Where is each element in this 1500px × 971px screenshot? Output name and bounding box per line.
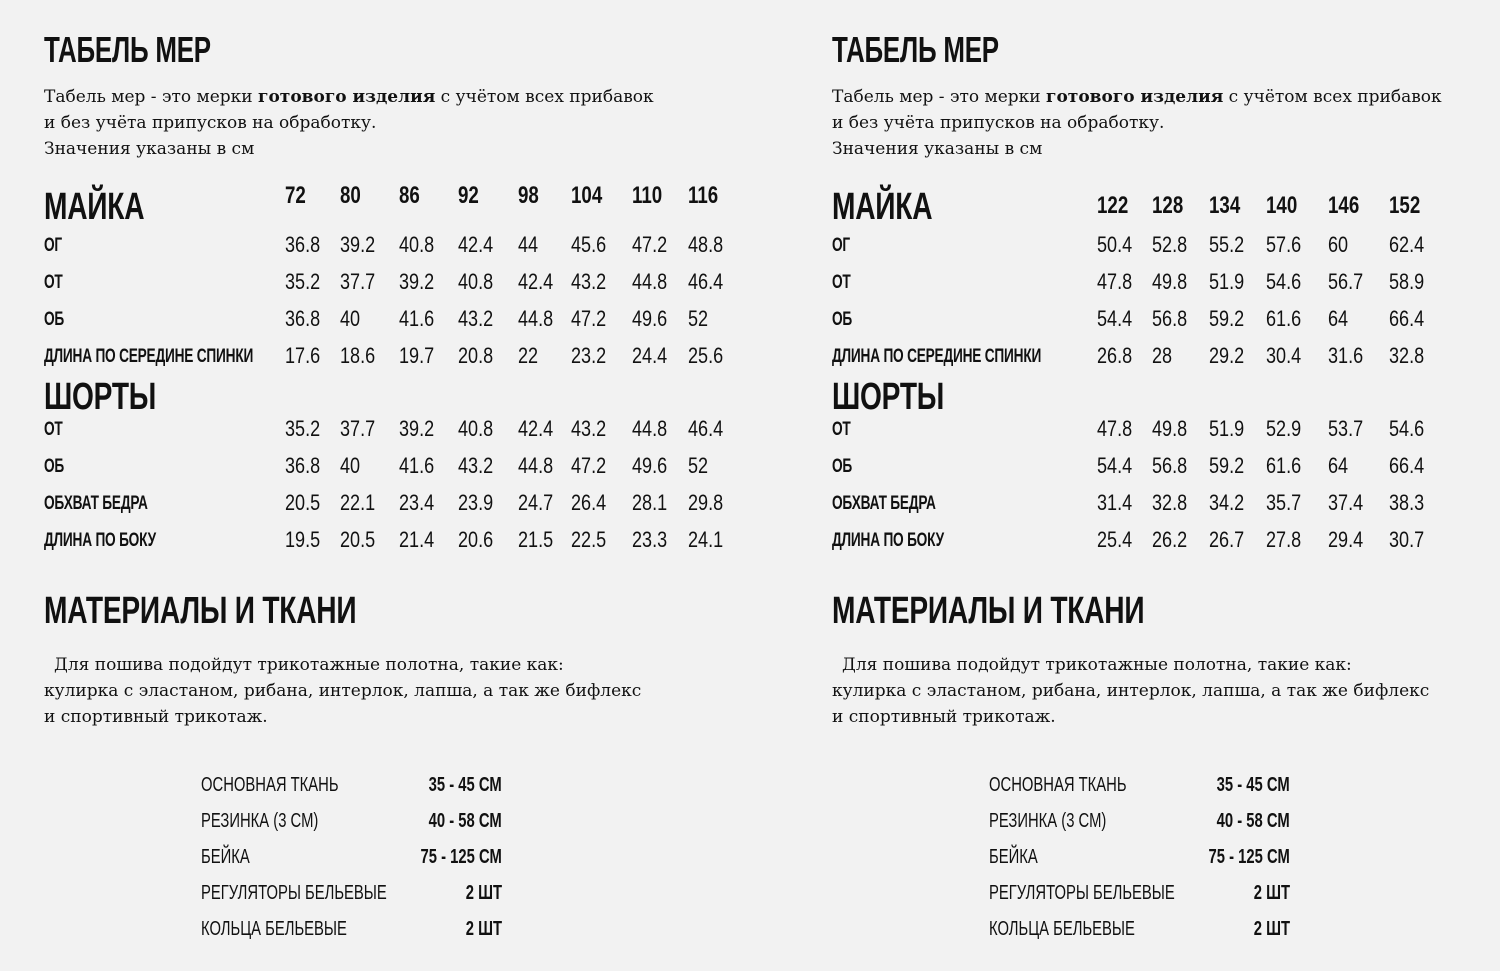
- measurement-value: 31.6: [1328, 343, 1364, 368]
- materials-title: МАТЕРИАЛЫ И ТКАНИ: [44, 590, 357, 632]
- measurement-value: 36.8: [285, 232, 321, 257]
- measurement-value: 39.2: [340, 232, 376, 257]
- measurement-value: 40: [340, 453, 361, 478]
- measurement-value: 20.5: [285, 490, 321, 515]
- intro-line-1: [832, 84, 1442, 110]
- materials-line-2: кулирка с эластаном, рибана, интерлок, лапша, а так же бифлекс: [832, 681, 1430, 701]
- measurement-value: 54.4: [1097, 306, 1133, 331]
- measurement-value: 21.5: [518, 527, 554, 552]
- measurement-value: 66.4: [1389, 306, 1425, 331]
- measurement-value: 52: [688, 306, 709, 331]
- measurement-value: 59.2: [1209, 306, 1245, 331]
- measurement-value: 61.6: [1266, 453, 1302, 478]
- measurement-value: 25.4: [1097, 527, 1133, 552]
- measurement-value: 47.2: [632, 232, 668, 257]
- measurement-value: 53.7: [1328, 416, 1364, 441]
- material-qty: 2 ШТ: [465, 882, 502, 904]
- intro-line-3: Значения указаны в см: [44, 139, 255, 159]
- intro-line-3: Значения указаны в см: [832, 139, 1043, 159]
- size-header: 98: [518, 182, 539, 209]
- shorty-title: ШОРТЫ: [832, 376, 945, 418]
- measurement-value: 43.2: [571, 416, 607, 441]
- size-header: 80: [340, 182, 361, 209]
- size-header: 92: [458, 182, 479, 209]
- materials-line-1: Для пошива подойдут трикотажные полотна, такие как:: [842, 655, 1352, 675]
- size-header: 104: [571, 182, 603, 209]
- intro-line-2: и без учёта припусков на обработку.: [832, 113, 1165, 133]
- size-header: 116: [688, 182, 719, 209]
- measurement-value: 36.8: [285, 453, 321, 478]
- measurement-value: 26.4: [571, 490, 607, 515]
- material-name: РЕЗИНКА (3 СМ): [201, 810, 319, 832]
- measurement-value: 43.2: [571, 269, 607, 294]
- row-label: ОТ: [832, 272, 851, 293]
- materials-description: [832, 652, 1429, 730]
- material-qty: 75 - 125 СМ: [1208, 846, 1290, 868]
- material-name: ОСНОВНАЯ ТКАНЬ: [201, 774, 339, 796]
- measurement-value: 37.4: [1328, 490, 1364, 515]
- measurement-value: 40.8: [399, 232, 435, 257]
- size-chart-panel-left: [44, 0, 784, 971]
- intro-text: [44, 84, 654, 162]
- measurement-value: 64: [1328, 453, 1349, 478]
- measurement-value: 23.3: [632, 527, 668, 552]
- measurement-value: 40: [340, 306, 361, 331]
- measurement-value: 24.1: [688, 527, 724, 552]
- measurement-value: 42.4: [518, 269, 554, 294]
- measurement-value: 40.8: [458, 416, 494, 441]
- intro-pre: Табель мер - это мерки: [44, 87, 259, 107]
- measurement-value: 19.5: [285, 527, 321, 552]
- measurement-value: 44.8: [518, 306, 554, 331]
- intro-bold: готового изделия: [258, 87, 436, 107]
- measurement-value: 47.8: [1097, 269, 1133, 294]
- measurement-value: 49.6: [632, 306, 668, 331]
- intro-line-1: [44, 84, 654, 110]
- measurement-value: 38.3: [1389, 490, 1425, 515]
- material-name: КОЛЬЦА БЕЛЬЕВЫЕ: [989, 918, 1135, 940]
- materials-title: МАТЕРИАЛЫ И ТКАНИ: [832, 590, 1145, 632]
- measurement-value: 17.6: [285, 343, 321, 368]
- measurement-value: 66.4: [1389, 453, 1425, 478]
- measurement-value: 29.8: [688, 490, 724, 515]
- materials-line-2: кулирка с эластаном, рибана, интерлок, лапша, а так же бифлекс: [44, 681, 642, 701]
- measurement-value: 35.2: [285, 416, 321, 441]
- material-qty: 40 - 58 СМ: [428, 810, 502, 832]
- material-qty: 35 - 45 СМ: [1216, 774, 1290, 796]
- measurement-value: 39.2: [399, 416, 435, 441]
- material-name: БЕЙКА: [201, 846, 250, 868]
- measurement-value: 20.6: [458, 527, 494, 552]
- row-label: ДЛИНА ПО СЕРЕДИНЕ СПИНКИ: [832, 346, 1042, 367]
- size-header: 152: [1389, 192, 1421, 219]
- material-qty: 35 - 45 СМ: [428, 774, 502, 796]
- materials-description: [44, 652, 641, 730]
- mayka-title: МАЙКА: [832, 186, 933, 228]
- measurement-value: 22.1: [340, 490, 376, 515]
- size-header: 134: [1209, 192, 1241, 219]
- row-label: ОБ: [832, 309, 853, 330]
- measurement-value: 43.2: [458, 306, 494, 331]
- measurement-value: 28.1: [632, 490, 668, 515]
- measurement-value: 57.6: [1266, 232, 1302, 257]
- measurement-value: 24.7: [518, 490, 554, 515]
- measurement-value: 35.7: [1266, 490, 1302, 515]
- material-name: БЕЙКА: [989, 846, 1038, 868]
- measurement-value: 30.7: [1389, 527, 1425, 552]
- measurement-value: 25.6: [688, 343, 724, 368]
- measurement-value: 37.7: [340, 269, 376, 294]
- measurement-value: 52.9: [1266, 416, 1302, 441]
- row-label: ОТ: [44, 272, 63, 293]
- measurement-value: 54.6: [1266, 269, 1302, 294]
- measurement-value: 44: [518, 232, 539, 257]
- measurement-value: 36.8: [285, 306, 321, 331]
- measurement-value: 32.8: [1389, 343, 1425, 368]
- material-qty: 2 ШТ: [1253, 918, 1290, 940]
- intro-pre: Табель мер - это мерки: [832, 87, 1047, 107]
- measurement-value: 46.4: [688, 416, 724, 441]
- measurement-value: 21.4: [399, 527, 435, 552]
- material-qty: 2 ШТ: [1253, 882, 1290, 904]
- measurement-value: 49.8: [1152, 416, 1188, 441]
- measurement-value: 48.8: [688, 232, 724, 257]
- size-header: 110: [632, 182, 663, 209]
- measurement-value: 44.8: [632, 269, 668, 294]
- measurement-value: 46.4: [688, 269, 724, 294]
- page-title: ТАБЕЛЬ МЕР: [44, 29, 211, 70]
- measurement-value: 54.4: [1097, 453, 1133, 478]
- materials-line-3: и спортивный трикотаж.: [44, 707, 268, 727]
- measurement-value: 20.8: [458, 343, 494, 368]
- measurement-value: 42.4: [518, 416, 554, 441]
- materials-line-3: и спортивный трикотаж.: [832, 707, 1056, 727]
- page-title: ТАБЕЛЬ МЕР: [832, 29, 999, 70]
- measurement-value: 37.7: [340, 416, 376, 441]
- measurement-value: 40.8: [458, 269, 494, 294]
- measurement-value: 24.4: [632, 343, 668, 368]
- measurement-value: 26.7: [1209, 527, 1245, 552]
- measurement-value: 59.2: [1209, 453, 1245, 478]
- row-label: ОГ: [44, 235, 62, 256]
- materials-line-1: Для пошива подойдут трикотажные полотна, такие как:: [54, 655, 564, 675]
- size-header: 146: [1328, 192, 1360, 219]
- row-label: ОБ: [44, 456, 65, 477]
- measurement-value: 29.4: [1328, 527, 1364, 552]
- measurement-value: 20.5: [340, 527, 376, 552]
- measurement-value: 56.8: [1152, 306, 1188, 331]
- shorty-title: ШОРТЫ: [44, 376, 157, 418]
- measurement-value: 50.4: [1097, 232, 1133, 257]
- measurement-value: 19.7: [399, 343, 435, 368]
- row-label: ОБ: [832, 456, 853, 477]
- measurement-value: 18.6: [340, 343, 376, 368]
- row-label: ОБ: [44, 309, 65, 330]
- material-qty: 40 - 58 СМ: [1216, 810, 1290, 832]
- measurement-value: 49.8: [1152, 269, 1188, 294]
- row-label: ОБХВАТ БЕДРА: [832, 493, 936, 514]
- row-label: ОТ: [44, 419, 63, 440]
- material-name: КОЛЬЦА БЕЛЬЕВЫЕ: [201, 918, 347, 940]
- measurement-value: 41.6: [399, 453, 435, 478]
- measurement-value: 35.2: [285, 269, 321, 294]
- measurement-value: 41.6: [399, 306, 435, 331]
- measurement-value: 47.2: [571, 453, 607, 478]
- row-label: ОТ: [832, 419, 851, 440]
- size-header: 140: [1266, 192, 1298, 219]
- measurement-value: 32.8: [1152, 490, 1188, 515]
- measurement-value: 62.4: [1389, 232, 1425, 257]
- measurement-value: 31.4: [1097, 490, 1133, 515]
- measurement-value: 64: [1328, 306, 1349, 331]
- material-name: РЕГУЛЯТОРЫ БЕЛЬЕВЫЕ: [201, 882, 387, 904]
- measurement-value: 27.8: [1266, 527, 1302, 552]
- row-label: ОГ: [832, 235, 850, 256]
- measurement-value: 51.9: [1209, 269, 1245, 294]
- mayka-title: МАЙКА: [44, 186, 145, 228]
- measurement-value: 45.6: [571, 232, 607, 257]
- size-header: 72: [285, 182, 306, 209]
- measurement-value: 47.8: [1097, 416, 1133, 441]
- measurement-value: 47.2: [571, 306, 607, 331]
- measurement-value: 26.8: [1097, 343, 1133, 368]
- measurement-value: 22: [518, 343, 539, 368]
- measurement-value: 26.2: [1152, 527, 1188, 552]
- size-header: 122: [1097, 192, 1129, 219]
- material-name: РЕГУЛЯТОРЫ БЕЛЬЕВЫЕ: [989, 882, 1175, 904]
- intro-post: с учётом всех прибавок: [1223, 87, 1442, 107]
- size-header: 128: [1152, 192, 1184, 219]
- measurement-value: 28: [1152, 343, 1173, 368]
- row-label: ДЛИНА ПО БОКУ: [832, 530, 944, 551]
- material-qty: 75 - 125 СМ: [420, 846, 502, 868]
- measurement-value: 23.9: [458, 490, 494, 515]
- measurement-value: 29.2: [1209, 343, 1245, 368]
- size-header: 86: [399, 182, 420, 209]
- measurement-value: 52: [688, 453, 709, 478]
- row-label: ОБХВАТ БЕДРА: [44, 493, 148, 514]
- measurement-value: 43.2: [458, 453, 494, 478]
- measurement-value: 49.6: [632, 453, 668, 478]
- measurement-value: 51.9: [1209, 416, 1245, 441]
- measurement-value: 34.2: [1209, 490, 1245, 515]
- measurement-value: 44.8: [632, 416, 668, 441]
- measurement-value: 60: [1328, 232, 1349, 257]
- measurement-value: 52.8: [1152, 232, 1188, 257]
- material-name: ОСНОВНАЯ ТКАНЬ: [989, 774, 1127, 796]
- measurement-value: 58.9: [1389, 269, 1425, 294]
- row-label: ДЛИНА ПО БОКУ: [44, 530, 156, 551]
- size-chart-panel-right: [832, 0, 1500, 971]
- measurement-value: 23.2: [571, 343, 607, 368]
- measurement-value: 44.8: [518, 453, 554, 478]
- intro-post: с учётом всех прибавок: [435, 87, 654, 107]
- measurement-value: 42.4: [458, 232, 494, 257]
- measurement-value: 39.2: [399, 269, 435, 294]
- intro-text: [832, 84, 1442, 162]
- measurement-value: 56.7: [1328, 269, 1364, 294]
- material-qty: 2 ШТ: [465, 918, 502, 940]
- measurement-value: 30.4: [1266, 343, 1302, 368]
- measurement-value: 56.8: [1152, 453, 1188, 478]
- material-name: РЕЗИНКА (3 СМ): [989, 810, 1107, 832]
- measurement-value: 54.6: [1389, 416, 1425, 441]
- intro-line-2: и без учёта припусков на обработку.: [44, 113, 377, 133]
- measurement-value: 55.2: [1209, 232, 1245, 257]
- row-label: ДЛИНА ПО СЕРЕДИНЕ СПИНКИ: [44, 346, 254, 367]
- measurement-value: 61.6: [1266, 306, 1302, 331]
- measurement-value: 23.4: [399, 490, 435, 515]
- intro-bold: готового изделия: [1046, 87, 1224, 107]
- measurement-value: 22.5: [571, 527, 607, 552]
